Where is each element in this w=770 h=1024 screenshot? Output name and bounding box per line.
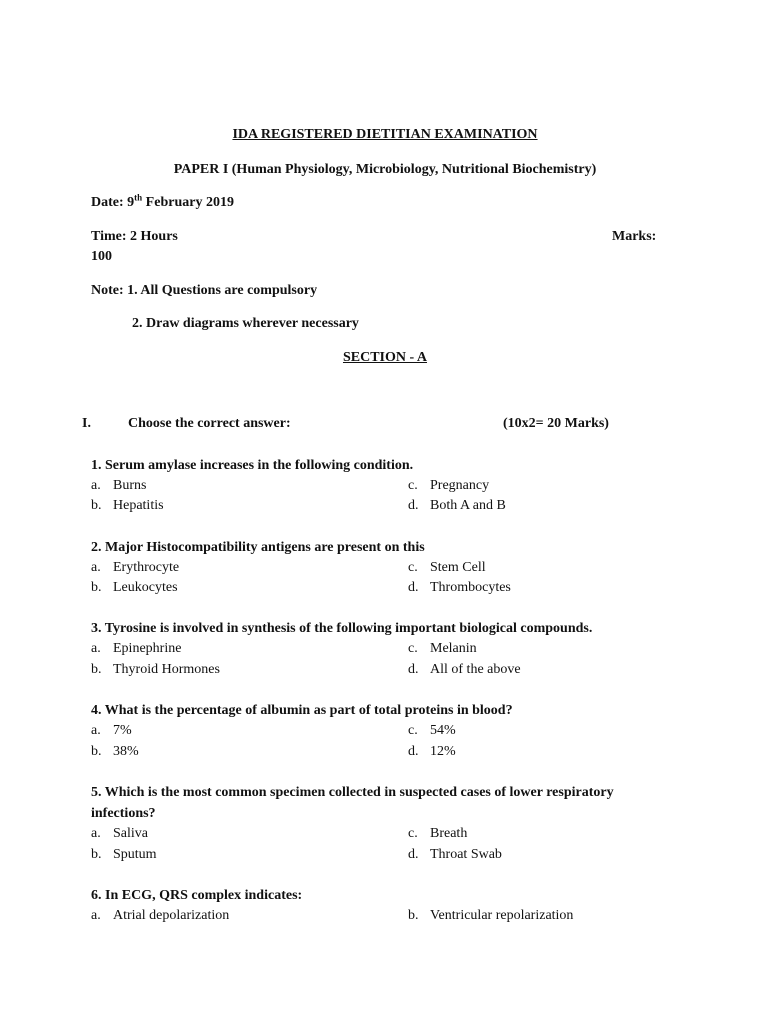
question-2-option-d: d. Thrombocytes (408, 580, 511, 595)
question-1-option-d: d. Both A and B (408, 498, 506, 513)
question-3-option-d: d. All of the above (408, 662, 521, 677)
exam-date: Date: 9th February 2019 (91, 192, 234, 210)
question-5-option-a: a. Saliva (91, 826, 148, 841)
question-4-option-c: c. 54% (408, 723, 456, 738)
part-marks: (10x2= 20 Marks) (503, 416, 609, 431)
part-numeral: I. (82, 416, 91, 431)
question-2-option-a: a. Erythrocyte (91, 560, 180, 575)
question-4-option-a: a. 7% (91, 723, 132, 738)
question-5-option-d: d. Throat Swab (408, 847, 502, 862)
question-2-option-c: c. Stem Cell (408, 560, 486, 575)
question-2-option-b: b. Leukocytes (91, 580, 178, 595)
question-6-text: 6. In ECG, QRS complex indicates: (91, 888, 303, 903)
question-2-text: 2. Major Histocompatibility antigens are present on this (91, 540, 425, 555)
question-6-option-b: b. Ventricular repolarization (408, 908, 574, 923)
question-4-text: 4. What is the percentage of albumin as part of total proteins in blood? (91, 703, 513, 718)
question-4-option-d: d. 12% (408, 744, 456, 759)
exam-time: Time: 2 Hours (91, 229, 178, 244)
question-3-option-c: c. Melanin (408, 641, 477, 656)
note-2: 2. Draw diagrams wherever necessary (132, 316, 359, 331)
question-4-option-b: b. 38% (91, 744, 139, 759)
question-1-option-c: c. Pregnancy (408, 478, 490, 493)
question-5-text-line-1: 5. Which is the most common specimen collected in suspected cases of lower respiratory (91, 785, 614, 800)
marks-label: Marks: (612, 229, 657, 244)
exam-title: IDA REGISTERED DIETITIAN EXAMINATION (232, 127, 538, 142)
section-heading: SECTION - A (342, 350, 428, 365)
question-6-option-a: a. Atrial depolarization (91, 908, 230, 923)
question-3-option-b: b. Thyroid Hormones (91, 662, 220, 677)
note-1: Note: 1. All Questions are compulsory (91, 283, 318, 298)
part-instruction: Choose the correct answer: (128, 416, 291, 431)
question-5-option-b: b. Sputum (91, 847, 157, 862)
question-1-text: 1. Serum amylase increases in the following condition. (91, 458, 414, 473)
question-3-option-a: a. Epinephrine (91, 641, 182, 656)
question-3-text: 3. Tyrosine is involved in synthesis of the following important biological compounds. (91, 621, 593, 636)
question-5-option-c: c. Breath (408, 826, 468, 841)
marks-value: 100 (91, 249, 112, 264)
question-1-option-b: b. Hepatitis (91, 498, 164, 513)
question-1-option-a: a. Burns (91, 478, 147, 493)
paper-title: PAPER I (Human Physiology, Microbiology, Nutritional Biochemistry) (173, 162, 597, 177)
question-5-text-line-2: infections? (91, 806, 156, 821)
